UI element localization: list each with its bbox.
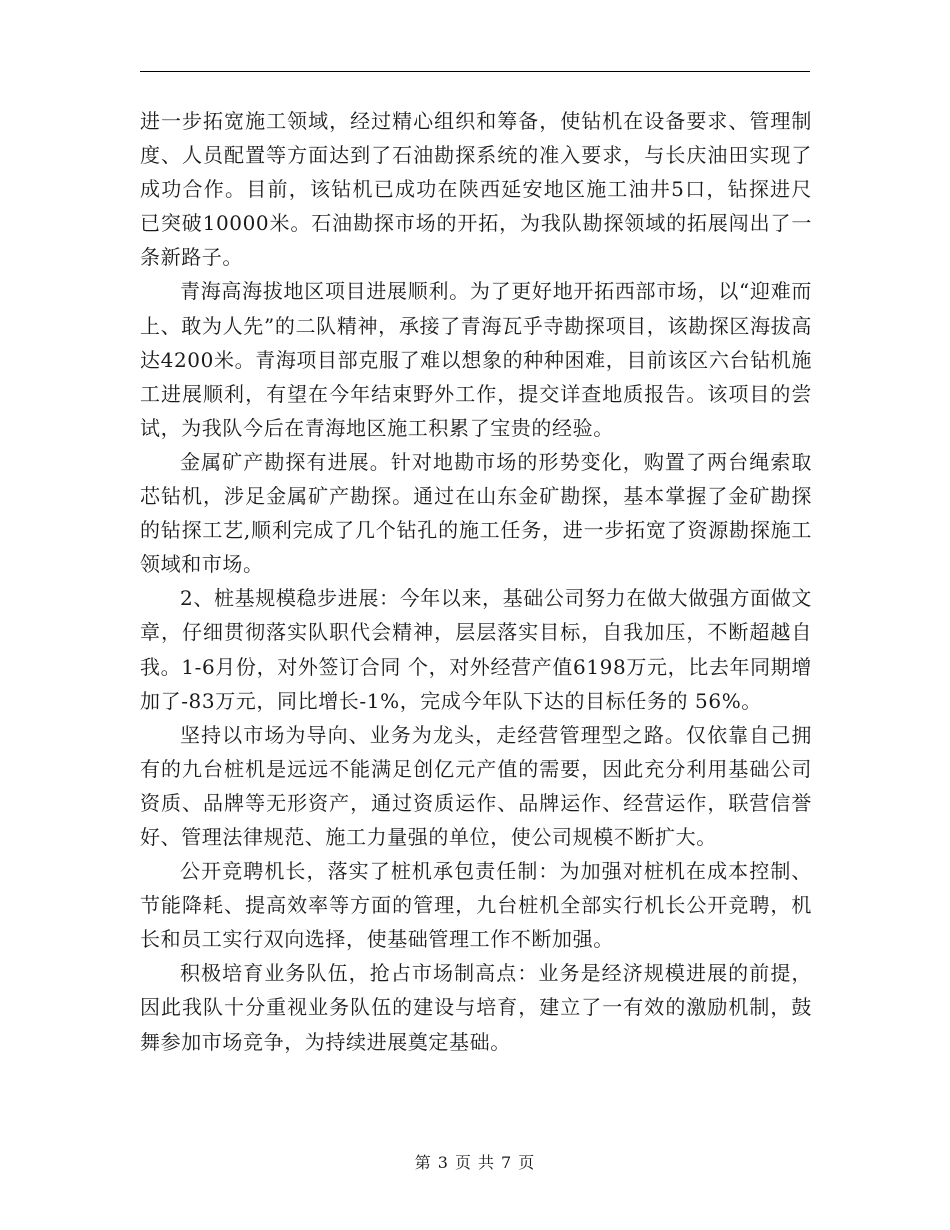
footer-page-label: 页 [454,1153,472,1172]
paragraph-captain-recruitment: 公开竞聘机长，落实了桩机承包责任制：为加强对桩机在成本控制、节能降耗、提高效率等方面的管理，九台桩机全部实行机长公开竞聘，机长和员工实行双向选择，使基础管理工作不断加强。 [140,859,812,952]
header-rule [140,71,810,72]
document-body [140,104,812,1059]
paragraph-metal-exploration: 金属矿产勘探有进展。针对地勘市场的形势变化，购置了两台绳索取芯钻机，涉足金属矿产勘探。通过在山东金矿勘探，基本掌握了金矿勘探的钻探工艺,顺利完成了几个钻孔的施工任务，进一步拓宽了资源勘探施工领域和市场。 [140,449,812,577]
paragraph-qinghai-project: 青海高海拔地区项目进展顺利。为了更好地开拓西部市场，以“迎难而上、敢为人先”的二队精神，承接了青海瓦乎寺勘探项目，该勘探区海拔高达4200米。青海项目部克服了难以想象的种种困难，目前该区六台钻机施工进展顺利，有望在今年结束野外工作，提交详查地质报告。该项目的尝试，为我队今后在青海地区施工积累了宝贵的经验。 [140,279,812,440]
paragraph-continuation: 进一步拓宽施工领域，经过精心组织和筹备，使钻机在设备要求、管理制度、人员配置等方面达到了石油勘探系统的准入要求，与长庆油田实现了成功合作。目前，该钻机已成功在陕西延安地区施工油井5口，钻探进尺已突破10000米。石油勘探市场的开拓，为我队勘探领域的拓展闯出了一条新路子。 [140,109,812,270]
page-footer [0,1152,950,1174]
footer-total-label: 共 [478,1153,496,1172]
current-page-number: 3 [437,1153,449,1172]
footer-prefix: 第 [414,1153,432,1172]
paragraph-market-orientation: 坚持以市场为导向、业务为龙头，走经营管理型之路。仅依靠自己拥有的九台桩机是远远不能满足创亿元产值的需要，因此充分利用基础公司资质、品牌等无形资产，通过资质运作、品牌运作、经营运作，联营信誉好、管理法律规范、施工力量强的单位，使公司规模不断扩大。 [140,722,812,849]
total-pages-number: 7 [501,1153,513,1172]
footer-suffix: 页 [518,1153,536,1172]
paragraph-business-team: 积极培育业务队伍，抢占市场制高点：业务是经济规模进展的前提，因此我队十分重视业务队伍的建设与培育，建立了一有效的激励机制，鼓舞参加市场竞争，为持续进展奠定基础。 [140,961,812,1054]
paragraph-pile-foundation: 2、桩基规模稳步进展：今年以来，基础公司努力在做大做强方面做文章，仔细贯彻落实队职代会精神，层层落实目标，自我加压，不断超越自我。1-6月份，对外签订合同 个，对外经营产值6198万元，比去年同期增加了-83万元，同比增长-1%，完成今年队下达的目标任务的 56%。 [140,586,812,713]
